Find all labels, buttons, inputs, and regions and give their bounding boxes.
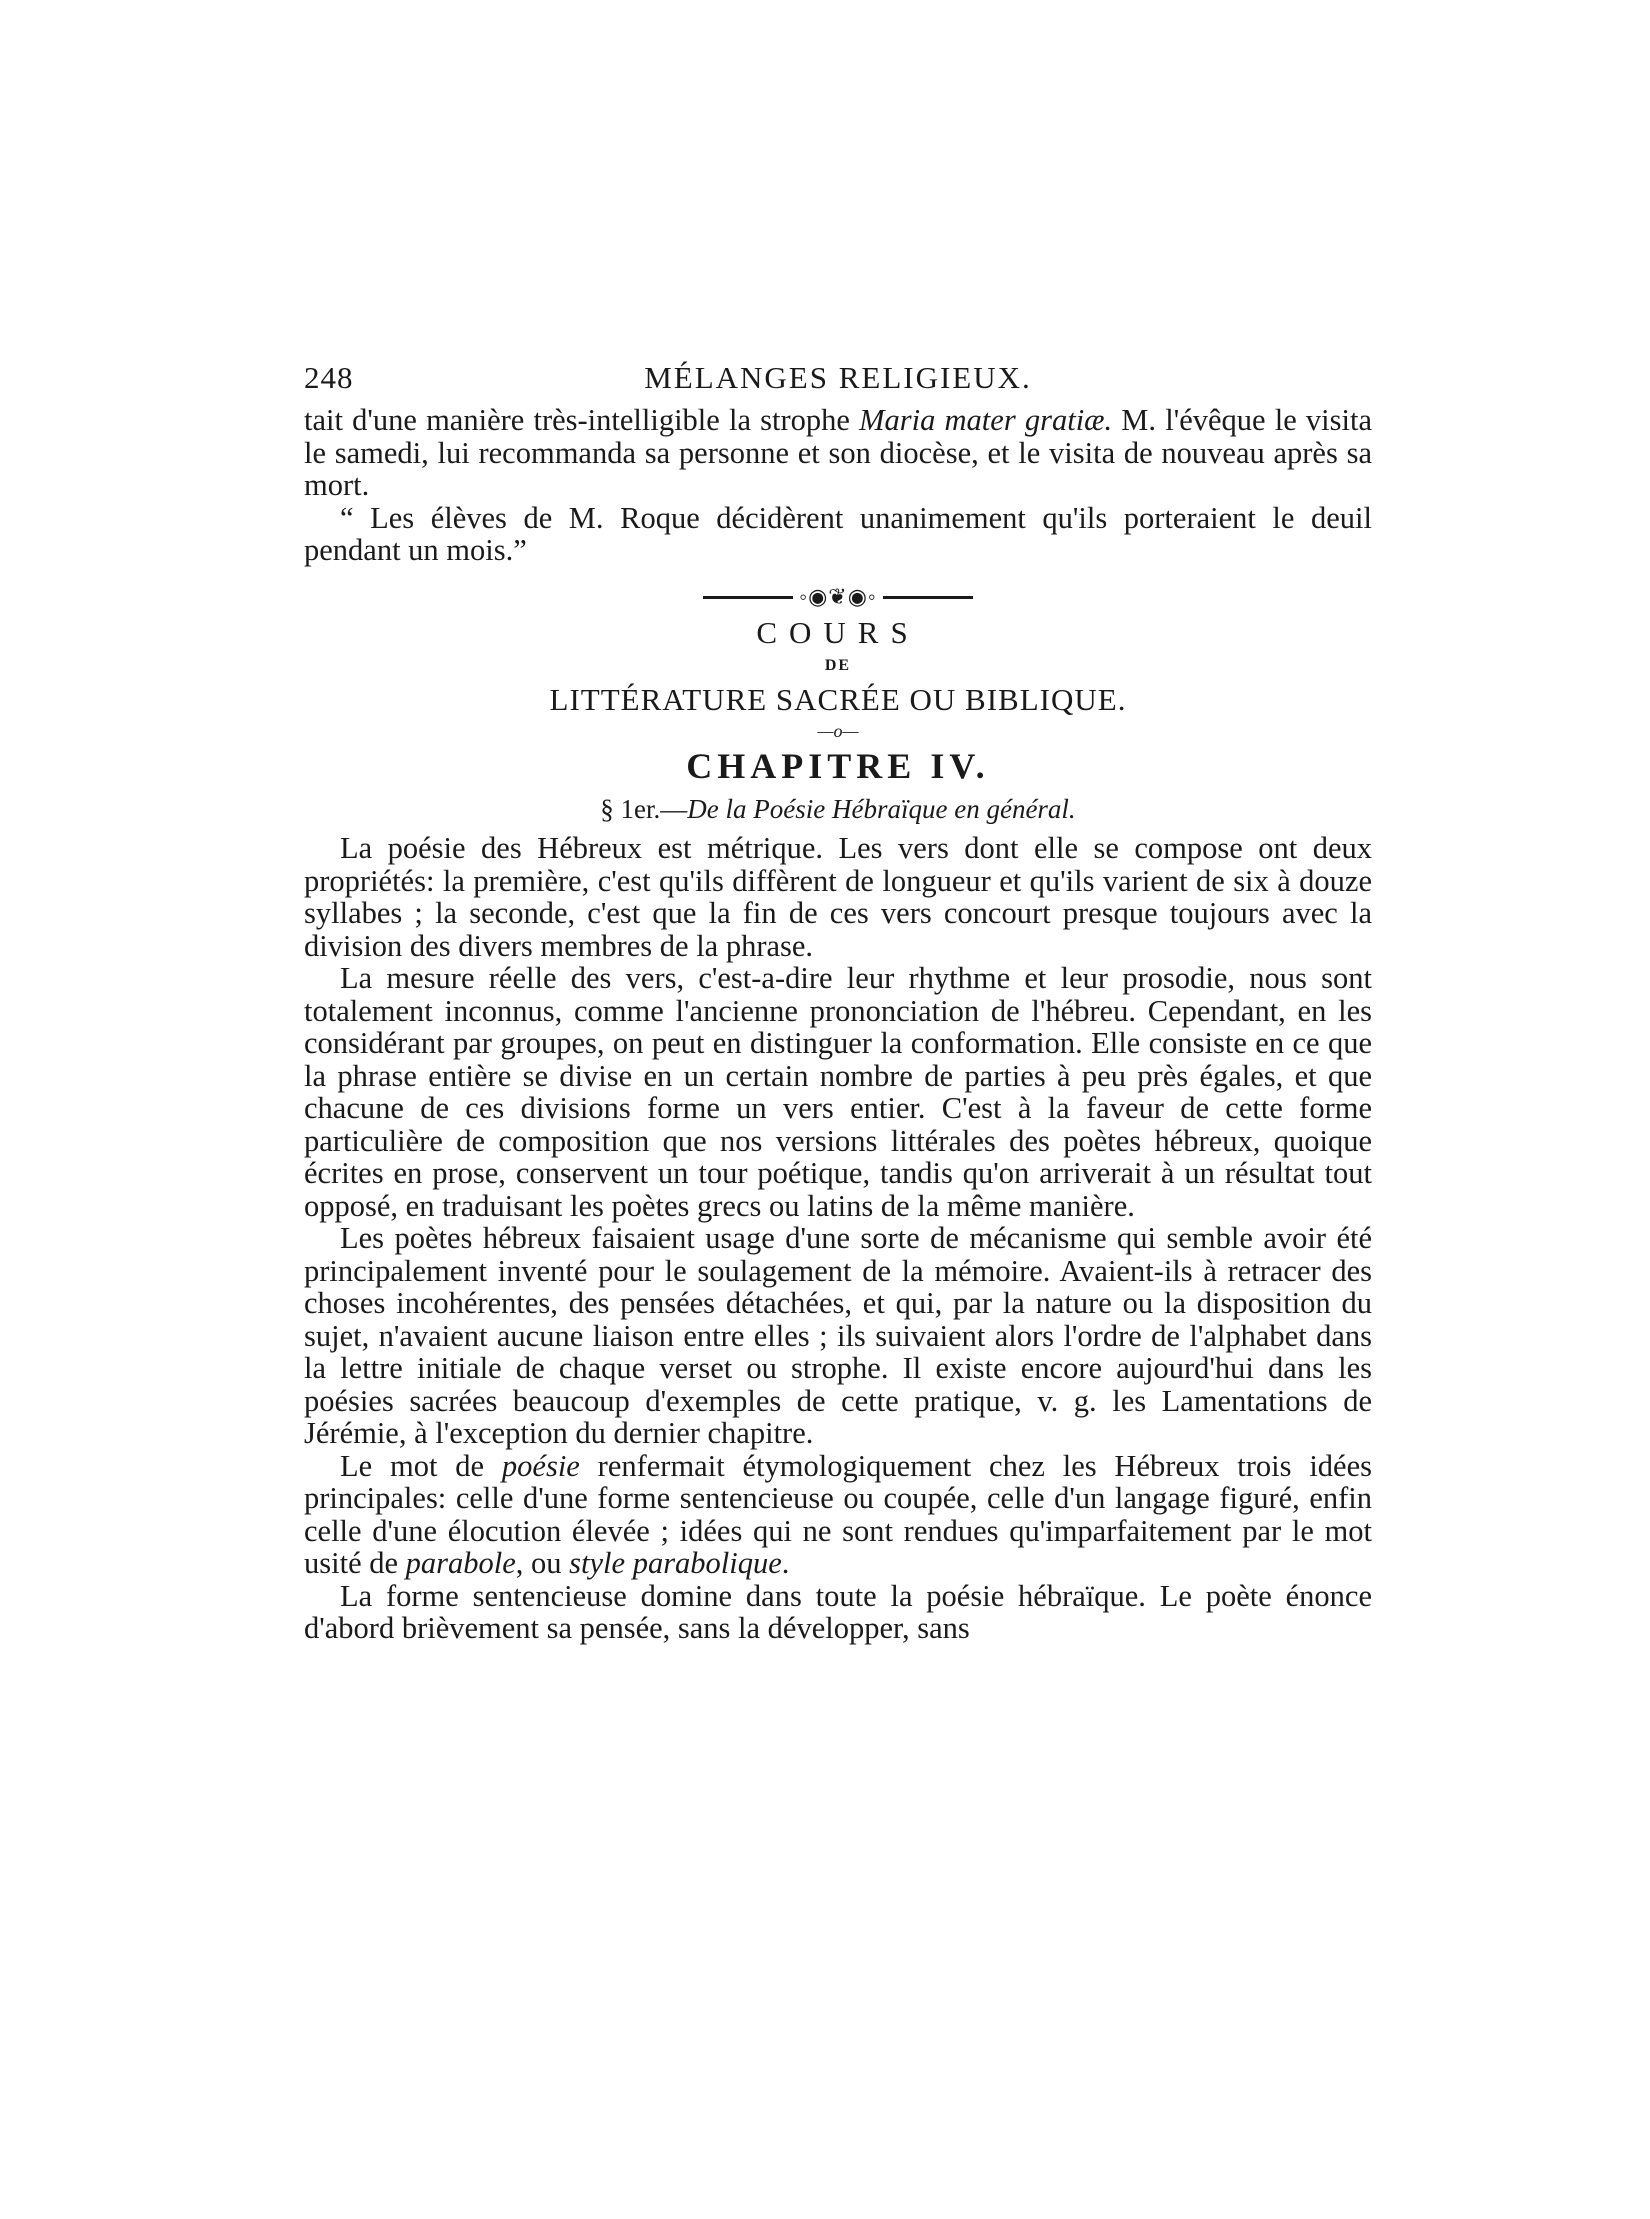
heading-subject: LITTÉRATURE SACRÉE OU BIBLIQUE.	[549, 682, 1127, 718]
intro-p1-part-a: tait d'une manière très-intelligible la strophe	[304, 403, 860, 437]
body-p4-part-c: , ou	[515, 1546, 570, 1581]
body-paragraph-5: La forme sentencieuse domine dans toute la poésie hébraïque. Le poète énonce d'abord brièvement sa pensée, sans la développer, sans	[304, 1578, 1372, 1646]
book-page	[304, 360, 1372, 1645]
body-p4-part-d: .	[781, 1546, 790, 1581]
intro-paragraph-1	[304, 404, 1372, 502]
intro-p1-part-b: M. l'évêque le visita le samedi, lui recommanda sa personne et son diocèse, et le visita de nouveau après sa mort.	[304, 403, 1372, 502]
intro-paragraph-2: “ Les élèves de M. Roque décidèrent unanimement qu'ils porteraient le deuil pendant un mois.”	[304, 500, 1372, 567]
ornament-rule-right	[883, 596, 973, 599]
term-style-parabolique: style parabolique	[569, 1546, 782, 1581]
heading-de: DE	[824, 657, 852, 675]
heading-cours: COURS	[756, 615, 920, 651]
latin-phrase: Maria mater gratiæ.	[859, 403, 1113, 437]
section-title	[304, 790, 1372, 828]
body-paragraph-2: La mesure réelle des vers, c'est-a-dire leur rhythme et leur prosodie, nous sont totalement inconnus, comme l'ancienne prononciation de l'hébreu. Cependant, en les considérant par groupes, on peut en distinguer la conformation. Elle consiste en ce que la phrase entière se divise en un certain nombre de parties à peu près égales, et que chacune de ces divisions forme un vers entier. C'est à la faveur de cette forme particulière de composition que nos versions littérales des poètes hébreux, quoique écrites en prose, conservent un tour poétique, tandis qu'on arriverait à un résultat tout opposé, en traduisant les poètes grecs ou latins de la même manière.	[304, 961, 1372, 1223]
ornament-divider	[304, 579, 1372, 615]
term-poesie: poésie	[501, 1448, 580, 1483]
heading-divider: —o—	[817, 721, 859, 742]
running-title: MÉLANGES RELIGIEUX.	[644, 360, 1032, 395]
page-number: 248	[304, 360, 354, 395]
intro-text	[304, 404, 1372, 567]
term-parabole: parabole	[405, 1546, 516, 1581]
fleuron-icon: ◦◉❦◉◦	[799, 584, 877, 610]
body-p4-part-a: Le mot de	[340, 1448, 502, 1483]
body-text	[304, 832, 1372, 1645]
body-p4-part-b: renfermait étymologiquement chez les Hébreux trois idées principales: celle d'une forme sentencieuse ou coupée, celle d'un langage figuré, enfin celle d'une élocution élevée ; idées qui ne sont rendues qu'imparfaitement par le mot usité de	[304, 1448, 1372, 1581]
running-head	[304, 360, 1372, 404]
body-paragraph-1: La poésie des Hébreux est métrique. Les vers dont elle se compose ont deux propriétés: la première, c'est qu'ils diffèrent de longueur et qu'ils varient de six à douze syllabes ; la seconde, c'est que la fin de ces vers concourt presque toujours avec la division des divers membres de la phrase.	[304, 831, 1372, 963]
chapter-title: CHAPITRE IV.	[686, 746, 990, 787]
section-title-text: De la Poésie Hébraïque en général.	[687, 794, 1076, 825]
ornament-rule-left	[703, 596, 793, 599]
section-prefix: § 1er.—	[600, 794, 688, 825]
body-paragraph-3: Les poètes hébreux faisaient usage d'une sorte de mécanisme qui semble avoir été principalement inventé pour le soulagement de la mémoire. Avaient-ils à retracer des choses incohérentes, des pensées détachées, et qui, par la nature ou la disposition du sujet, n'avaient aucune liaison entre elles ; ils suivaient alors l'ordre de l'alphabet dans la lettre initiale de chaque verset ou strophe. Il existe encore aujourd'hui dans les poésies sacrées beaucoup d'exemples de cette pratique, v. g. les Lamentations de Jérémie, à l'exception du dernier chapitre.	[304, 1221, 1372, 1451]
body-paragraph-4	[304, 1450, 1372, 1580]
